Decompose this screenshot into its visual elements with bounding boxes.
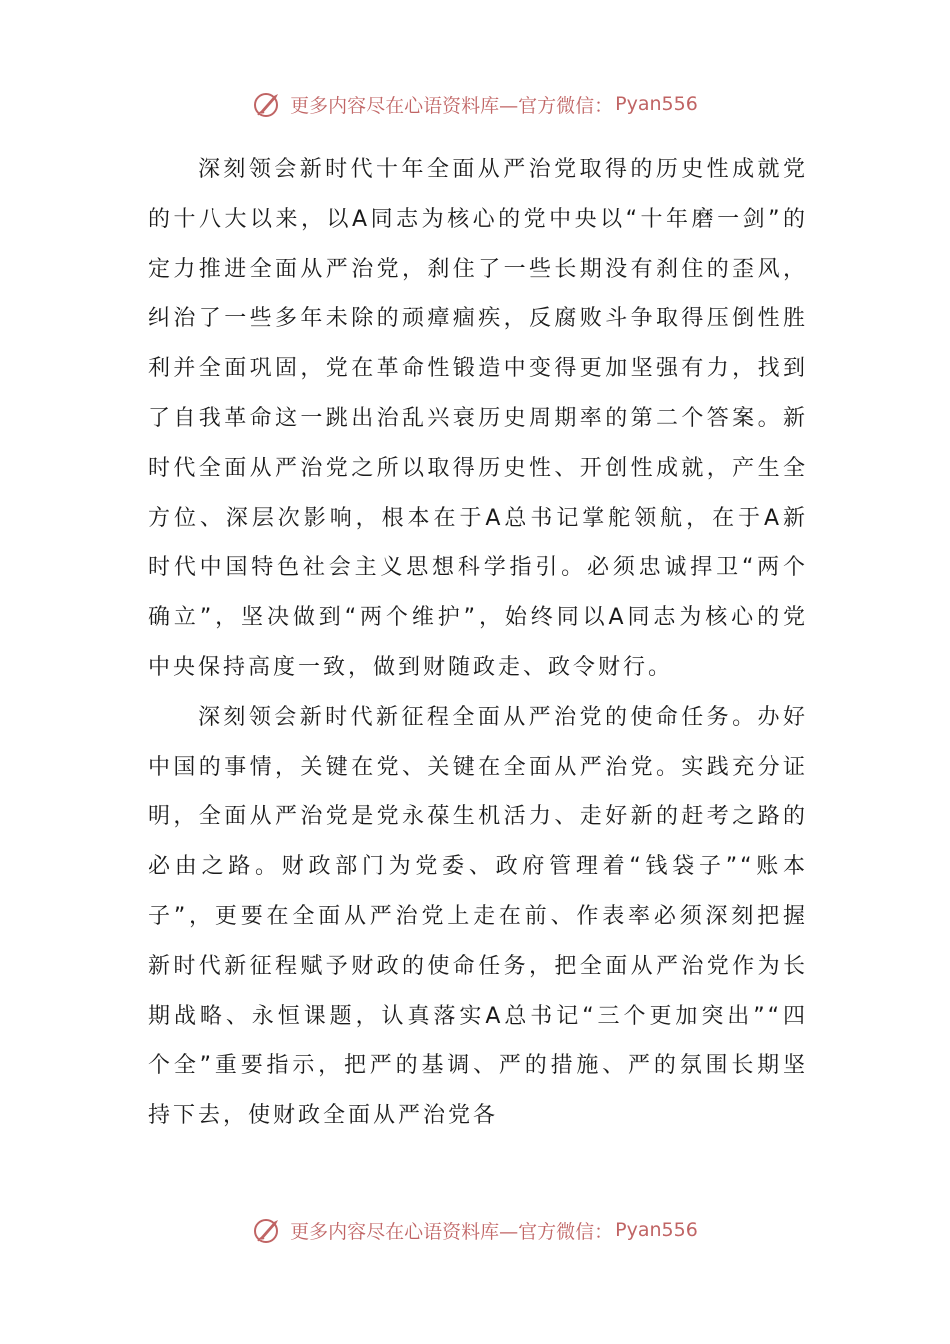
pen-logo-icon bbox=[252, 88, 284, 120]
watermark-wechat-id: Pyan556 bbox=[615, 1219, 698, 1241]
footer-watermark bbox=[0, 1210, 950, 1250]
paragraph-2: 深刻领会新时代新征程全面从严治党的使命任务。办好中国的事情，关键在党、关键在全面从严治党。实践充分证明，全面从严治党是党永葆生机活力、走好新的赶考之路的必由之路。财政部门为党委、政府管理着“钱袋子”“账本子”，更要在全面从严治党上走在前、作表率必须深刻把握新时代新征程赋予财政的使命任务，把全面从严治党作为长期战略、永恒课题，认真落实A总书记“三个更加突出”“四个全”重要指示，把严的基调、严的措施、严的氛围长期坚持下去，使财政全面从严治党各 bbox=[148, 704, 808, 1129]
pen-logo-icon bbox=[252, 1214, 284, 1246]
watermark-text: 更多内容尽在心语资料库—官方微信： bbox=[290, 1220, 614, 1243]
watermark-text: 更多内容尽在心语资料库—官方微信： bbox=[290, 94, 614, 117]
header-watermark bbox=[0, 84, 950, 124]
document-body bbox=[148, 145, 808, 1141]
watermark-wechat-id: Pyan556 bbox=[615, 93, 698, 115]
paragraph-1: 深刻领会新时代十年全面从严治党取得的历史性成就党的十八大以来，以A同志为核心的党中央以“十年磨一剑”的定力推进全面从严治党，刹住了一些长期没有刹住的歪风，纠治了一些多年未除的顽瘴痼疾，反腐败斗争取得压倒性胜利并全面巩固，党在革命性锻造中变得更加坚强有力，找到了自我革命这一跳出治乱兴衰历史周期率的第二个答案。新时代全面从严治党之所以取得历史性、开创性成就，产生全方位、深层次影响，根本在于A总书记掌舵领航，在于A新时代中国特色社会主义思想科学指引。必须忠诚捍卫“两个确立”，坚决做到“两个维护”，始终同以A同志为核心的党中央保持高度一致，做到财随政走、政令财行。 bbox=[148, 157, 808, 680]
